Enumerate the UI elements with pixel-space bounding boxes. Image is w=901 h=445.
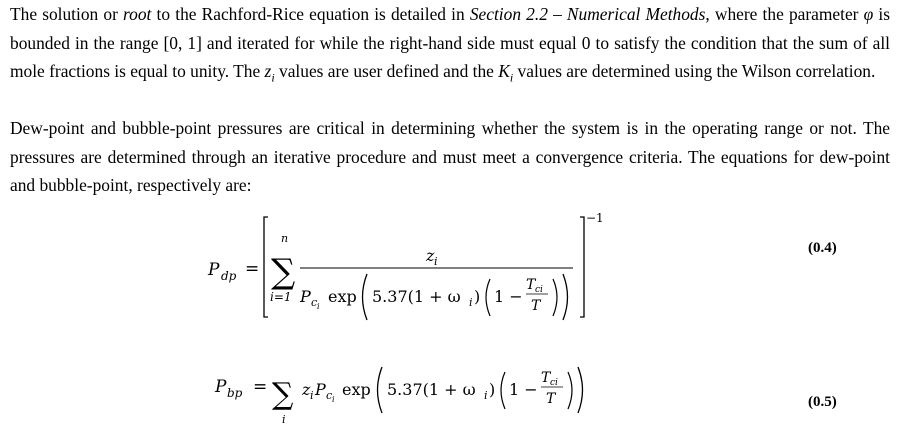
bubble-equals: = [253,377,268,397]
dew-big-paren-left [363,274,368,320]
bubble-big-paren-right [578,367,583,413]
bubble-p-subsub: i [332,395,335,404]
text: values are user defined and the [274,61,499,81]
dew-left-bracket [264,217,268,317]
equation-number-dew: (0.4) [808,240,837,256]
dew-numerator: z [426,246,435,265]
dew-close-paren: ) [474,287,481,306]
text: , where the parameter [705,4,864,24]
dew-const: 5.37(1 + ω [372,287,461,306]
bubble-frac-num: T [541,370,551,386]
bubble-paren2-left [501,372,505,409]
phi-symbol: φ [863,4,874,24]
bubble-one-minus: 1 − [509,380,538,399]
dew-frac-num: T [526,277,536,293]
bubble-omega-sub: i [484,389,488,402]
text: is bounded in the range [0, 1] and iterated for while the right-hand side must equal 0 to satisfy the condition that the sum of all mole fractions is equal to unity. The [10,4,891,81]
dew-den-p-subsub: i [317,302,320,311]
dew-den-p-sub: c [311,296,318,309]
k-symbol: K [498,61,510,81]
bubble-lhs-sub: bp [227,386,243,400]
bubble-sum-lower: i [282,413,286,426]
bubble-p-sub: c [326,389,333,402]
bubble-p: P [315,380,326,399]
dew-equals: = [245,259,260,279]
bubble-exp: exp [342,380,371,399]
text-italic-root: root [123,4,152,24]
bubble-frac-num-sub: ci [550,378,558,388]
bubble-sum-sign: ∑ [272,377,294,412]
bubble-const: 5.37(1 + ω [387,380,476,399]
bubble-close-paren: ) [489,380,496,399]
dew-paren2-right [553,279,557,316]
pressure-paragraph: Dew-point and bubble-point pressures are critical in determining whether the system is in the operating range or not. The pressures are determined through an iterative procedure and must meet a convergence criteria. The equations for dew-point and bubble-point, respectively are: [10,118,890,195]
dew-right-bracket [580,217,584,317]
bubble-z: z [302,380,311,399]
dew-sum-upper: n [281,232,289,245]
bubble-big-paren-left [378,367,383,413]
dew-exp: exp [328,287,357,306]
text: values are determined using the Wilson correlation. [513,61,876,81]
dew-frac-den: T [531,298,541,314]
dew-lhs-sub: dp [221,269,237,283]
dew-sum-lower: i=1 [270,290,292,304]
bubble-z-sub: i [310,389,314,402]
text: The solution or [10,4,124,24]
bubble-lhs: P [215,377,227,397]
dew-frac-num-sub: ci [535,285,543,295]
text: to the Rachford-Rice equation is detailed in [151,4,470,24]
bubble-frac-den: T [546,391,556,407]
z-subscript: i [271,70,275,85]
dew-one-minus: 1 − [494,287,523,306]
dew-den-p: P [300,287,311,306]
dew-paren2-left [486,279,490,316]
section-reference: Section 2.2 – Numerical Methods [469,4,706,24]
dew-lhs: P [208,260,220,280]
dew-numerator-sub: i [434,255,438,268]
bubble-paren2-right [568,372,572,409]
equation-number-bubble: (0.5) [808,394,837,410]
dew-omega-sub: i [469,296,473,309]
k-subscript: i [509,70,514,85]
dew-power: −1 [586,211,604,225]
dew-sum-sign: ∑ [271,252,296,292]
dew-big-paren-right [563,274,568,320]
z-symbol: z [264,61,272,81]
